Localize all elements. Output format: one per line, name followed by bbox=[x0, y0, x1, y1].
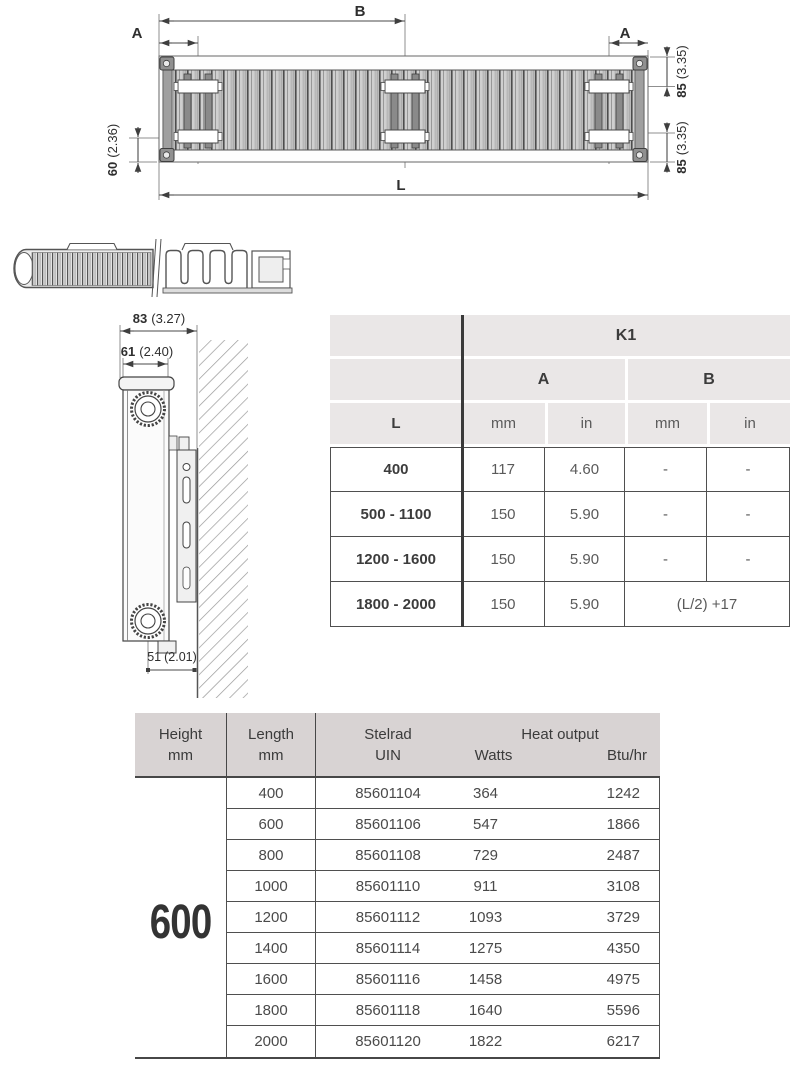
header-blank-1 bbox=[330, 315, 462, 356]
uin-cell: 85601118 bbox=[316, 995, 460, 1026]
watts-cell: 1458 bbox=[460, 964, 555, 995]
header-height-unit: mm bbox=[168, 746, 193, 764]
length-cell: 1000 bbox=[226, 871, 316, 902]
value-cell: 5.90 bbox=[545, 582, 625, 627]
table-title-k1: K1 bbox=[462, 315, 790, 356]
length-cell: 2000 bbox=[226, 1026, 316, 1057]
value-cell: - bbox=[625, 537, 707, 582]
uin-cell: 85601112 bbox=[316, 902, 460, 933]
header-length bbox=[226, 713, 316, 776]
corner-clip bbox=[160, 57, 174, 70]
length-cell: 600 bbox=[226, 809, 316, 840]
value-cell: - bbox=[625, 492, 707, 537]
watts-cell: 1640 bbox=[460, 995, 555, 1026]
heat-output-table bbox=[135, 713, 660, 1059]
length-cell: 800 bbox=[226, 840, 316, 871]
dim-label-b: B bbox=[354, 3, 366, 20]
btu-cell: 2487 bbox=[555, 840, 660, 871]
length-cell: 1400 bbox=[226, 933, 316, 964]
length-cell: 400 bbox=[226, 778, 316, 809]
btu-cell: 3729 bbox=[555, 902, 660, 933]
uin-cell: 85601108 bbox=[316, 840, 460, 871]
uin-cell: 85601110 bbox=[316, 871, 460, 902]
uin-cell: 85601120 bbox=[316, 1026, 460, 1057]
dim-label-l: L bbox=[396, 177, 406, 194]
value-cell: 5.90 bbox=[545, 492, 625, 537]
dim-label-a-right: A bbox=[619, 25, 631, 42]
btu-cell: 5596 bbox=[555, 995, 660, 1026]
watts-cell: 1093 bbox=[460, 902, 555, 933]
unit-header-b-mm: mm bbox=[628, 403, 707, 444]
unit-header-a-in: in bbox=[548, 403, 625, 444]
dim-60: 60(2.36) bbox=[105, 123, 120, 177]
btu-cell: 6217 bbox=[555, 1026, 660, 1057]
header-length-label: Length bbox=[248, 725, 294, 743]
k1-dimensions-table bbox=[330, 315, 790, 627]
bottom-bushing bbox=[132, 605, 165, 638]
header-btu: Btu/hr bbox=[606, 746, 647, 764]
height-group-cell bbox=[135, 778, 226, 1057]
value-cell: 117 bbox=[462, 447, 545, 492]
dim-85-top: 85(3.35) bbox=[674, 45, 689, 98]
watts-cell: 1275 bbox=[460, 933, 555, 964]
dim-label-a-left: A bbox=[131, 25, 143, 42]
heat-output-title: Heat output bbox=[521, 725, 599, 743]
value-cell: - bbox=[707, 492, 790, 537]
header-uin-label: UIN bbox=[375, 746, 401, 764]
btu-cell: 3108 bbox=[555, 871, 660, 902]
side-view-drawing bbox=[119, 311, 248, 698]
header-height-label: Height bbox=[158, 725, 203, 743]
table-thick-divider bbox=[461, 315, 464, 627]
dim-61: 61 (2.40) bbox=[120, 344, 174, 359]
value-cell: 150 bbox=[462, 582, 545, 627]
value-cell-b-formula: (L/2) +17 bbox=[625, 582, 790, 627]
btu-cell: 1866 bbox=[555, 809, 660, 840]
length-cell: 1600 bbox=[226, 964, 316, 995]
header-blank-2 bbox=[330, 359, 462, 400]
l-range-cell: 500 - 1100 bbox=[330, 492, 462, 537]
btu-cell: 4975 bbox=[555, 964, 660, 995]
uin-cell: 85601106 bbox=[316, 809, 460, 840]
header-uin bbox=[316, 713, 460, 776]
watts-cell: 547 bbox=[460, 809, 555, 840]
top-bushing bbox=[132, 393, 165, 426]
dim-51: 51 (2.01) bbox=[147, 650, 197, 664]
value-cell: 5.90 bbox=[545, 537, 625, 582]
value-cell: - bbox=[707, 537, 790, 582]
l-range-cell: 1200 - 1600 bbox=[330, 537, 462, 582]
header-length-unit: mm bbox=[258, 746, 284, 764]
wall-hatching bbox=[199, 340, 248, 698]
uin-cell: 85601116 bbox=[316, 964, 460, 995]
value-cell: 150 bbox=[462, 537, 545, 582]
value-cell: 150 bbox=[462, 492, 545, 537]
header-height bbox=[135, 713, 226, 776]
l-range-cell: 400 bbox=[330, 447, 462, 492]
header-watts: Watts bbox=[474, 746, 513, 764]
btu-cell: 1242 bbox=[555, 778, 660, 809]
watts-cell: 364 bbox=[460, 778, 555, 809]
watts-cell: 1822 bbox=[460, 1026, 555, 1057]
unit-header-b-in: in bbox=[710, 403, 790, 444]
watts-cell: 729 bbox=[460, 840, 555, 871]
watts-cell: 911 bbox=[460, 871, 555, 902]
l-range-cell: 1800 - 2000 bbox=[330, 582, 462, 627]
column-group-a: A bbox=[462, 359, 625, 400]
unit-header-a-mm: mm bbox=[462, 403, 545, 444]
heat-output-table-header bbox=[135, 713, 660, 778]
value-cell: 4.60 bbox=[545, 447, 625, 492]
value-cell: - bbox=[625, 447, 707, 492]
header-heat-output bbox=[460, 713, 660, 776]
length-cell: 1200 bbox=[226, 902, 316, 933]
length-cell: 1800 bbox=[226, 995, 316, 1026]
uin-cell: 85601104 bbox=[316, 778, 460, 809]
dim-83: 83 (3.27) bbox=[132, 311, 186, 326]
column-group-b: B bbox=[628, 359, 790, 400]
height-value: 600 bbox=[149, 896, 212, 949]
column-header-l: L bbox=[330, 403, 462, 444]
header-brand: Stelrad bbox=[364, 725, 412, 743]
dim-85-bottom: 85(3.35) bbox=[674, 121, 689, 174]
value-cell: - bbox=[707, 447, 790, 492]
section-view-drawing bbox=[14, 239, 292, 297]
btu-cell: 4350 bbox=[555, 933, 660, 964]
top-view-drawing bbox=[105, 3, 689, 200]
uin-cell: 85601114 bbox=[316, 933, 460, 964]
heat-output-table-body bbox=[135, 778, 660, 1059]
